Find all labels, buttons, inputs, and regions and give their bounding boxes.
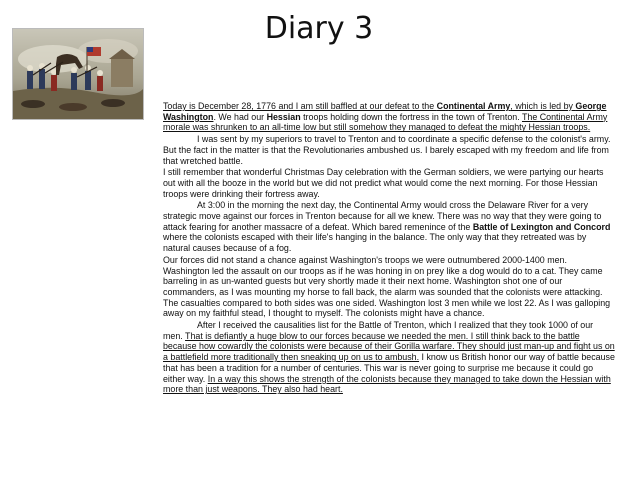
diary-paragraph — [163, 167, 615, 199]
paragraph-text-run: At 3:00 in the morning the next day, the Continental Army would cross the Delaware River for a very strategic move against our forces in Trenton because for all we knew. There was no way that they were going to attack fearing for another massacre of a defeat. Which bared remenince of the — [163, 200, 602, 232]
diary-paragraph — [163, 255, 615, 319]
diary-paragraph — [163, 320, 615, 395]
paragraph-text-run: where the colonists escaped with their life's hanging in the balance. The only way that they retreated was by natural causes because of a fog. — [163, 232, 587, 254]
page-title: Diary 3 — [264, 11, 374, 46]
diary-paragraph — [163, 134, 615, 166]
diary-body — [163, 101, 615, 396]
paragraph-text-run: Today is December 28, 1776 and I am still baffled at our defeat to the — [163, 101, 437, 111]
paragraph-text-run: Our forces did not stand a chance against Washington's troops we were outnumbered 2000-1400 men. Washington led the assault on our troops as if he was honing in on prey like a dog would do to a cat. They came barreling in as un-wanted guests but very shortly made it their next home. Washington shot one of our commanders, as I was mounting my horse to fall back, the alarm was sounded that the colonists were attacking. The casualties compared to both sides was one sided. Washington lost 3 men while we lost 22. As I was galloping away on my faithful stead, I thought to myself. The colonists might have a chance. — [163, 254, 611, 319]
diary-paragraph — [163, 101, 615, 133]
paragraph-text-run: Battle of Lexington and Concord — [472, 221, 611, 232]
paragraph-text-run: George Washington — [163, 101, 607, 122]
paragraph-text-run: I still remember that wonderful Christmas Day celebration with the German soldiers, we were partying our hearts out with all the booze in the world but we did not predict what would come the next morning. For those Hessian troops were drinking their fortress away. — [163, 167, 604, 199]
paragraph-text-run: The Continental Army morale was shrunken to an all-time low but still somehow they managed to defeat the mighty Hessian troops. — [163, 111, 608, 133]
paragraph-text-run: . We had our — [213, 111, 267, 122]
paragraph-text-run: I know us British honor our way of battle because that has been a tradition for a number of centuries. This war is never going to surprise me because it could go either way. — [163, 352, 615, 384]
paragraph-text-run: Continental Army — [436, 101, 511, 111]
diary-paragraph — [163, 200, 615, 254]
paragraph-text-run: , which is led by — [510, 101, 576, 111]
paragraph-text-run: After I received the causalities list for the Battle of Trenton, which I realized that they took 1000 of our men. — [163, 320, 594, 341]
battle-painting — [12, 28, 144, 120]
paragraph-text-run: Hessian — [266, 111, 301, 122]
paragraph-text-run: I was sent by my superiors to travel to Trenton and to coordinate a specific defense to the colonist's army. But the fact in the matter is that the Revolutionaries ambushed us. I barely escaped with my freedom and life from that wretched battle. — [163, 134, 611, 166]
paragraph-text-run: troops holding down the fortress in the town of Trenton. — [300, 111, 522, 122]
paragraph-text-run: That is defiantly a huge blow to our forces because we needed the men. I still think back to the battle because how cowardly the colonists were because of their Gorilla warfare. They should just man-up and fight us on a battlefield more traditionally then sneaking up on us to ambush. — [163, 330, 615, 363]
paragraph-text-run: In a way this shows the strength of the colonists because they managed to take down the Hessian with more than just weapons. They also had heart. — [163, 373, 611, 395]
